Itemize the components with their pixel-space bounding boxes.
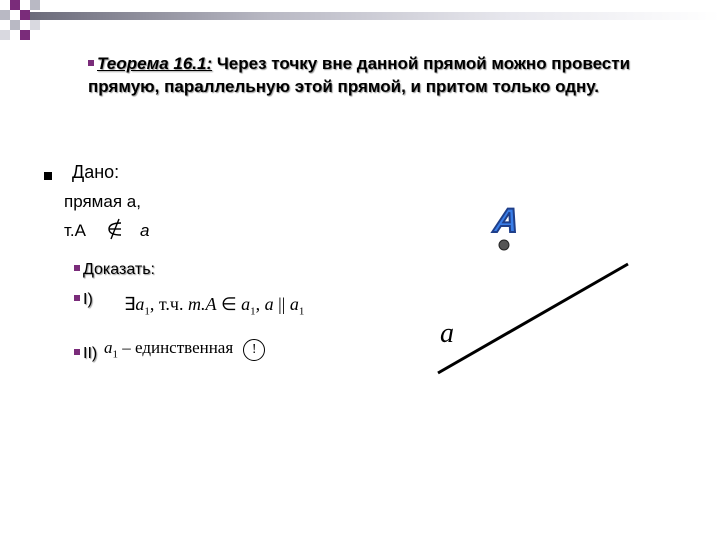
header-gradient-bar xyxy=(30,12,720,20)
bullet-icon xyxy=(74,349,80,355)
given-line-a-ref: а xyxy=(140,221,150,240)
item-1-label: I) xyxy=(74,291,93,309)
not-in-symbol-icon xyxy=(104,218,126,240)
formula-uniqueness: $a_1$ – единственная ! xyxy=(104,338,265,361)
square-bullet-icon xyxy=(44,172,52,180)
theorem-text: Через точку вне данной прямой можно провести прямую, параллельную этой прямой, и притом только одну. xyxy=(88,54,631,96)
line-a-label: a xyxy=(440,318,454,349)
item-2-label: II) xyxy=(74,345,97,363)
point-a-dot xyxy=(499,240,509,250)
exclamation-circle-icon: ! xyxy=(243,339,265,361)
formula-existence: $\exists a_1$, т.ч. m.A ∈ $a_1$, a || $a_1$ xyxy=(124,294,305,318)
given-title: Дано: xyxy=(72,162,120,182)
bullet-icon xyxy=(88,60,94,66)
bullet-icon xyxy=(74,295,80,301)
line-a xyxy=(438,264,628,373)
prove-title: Доказать: xyxy=(74,261,155,279)
given-line-a: прямая а, xyxy=(64,192,141,211)
decorative-squares xyxy=(0,0,60,45)
bullet-icon xyxy=(74,265,80,271)
theorem-statement xyxy=(88,52,648,98)
point-a-label: A xyxy=(492,202,521,240)
theorem-lead: Теорема 16.1: xyxy=(97,54,213,73)
given-point: т.А xyxy=(64,221,86,240)
geometry-figure xyxy=(420,195,660,385)
